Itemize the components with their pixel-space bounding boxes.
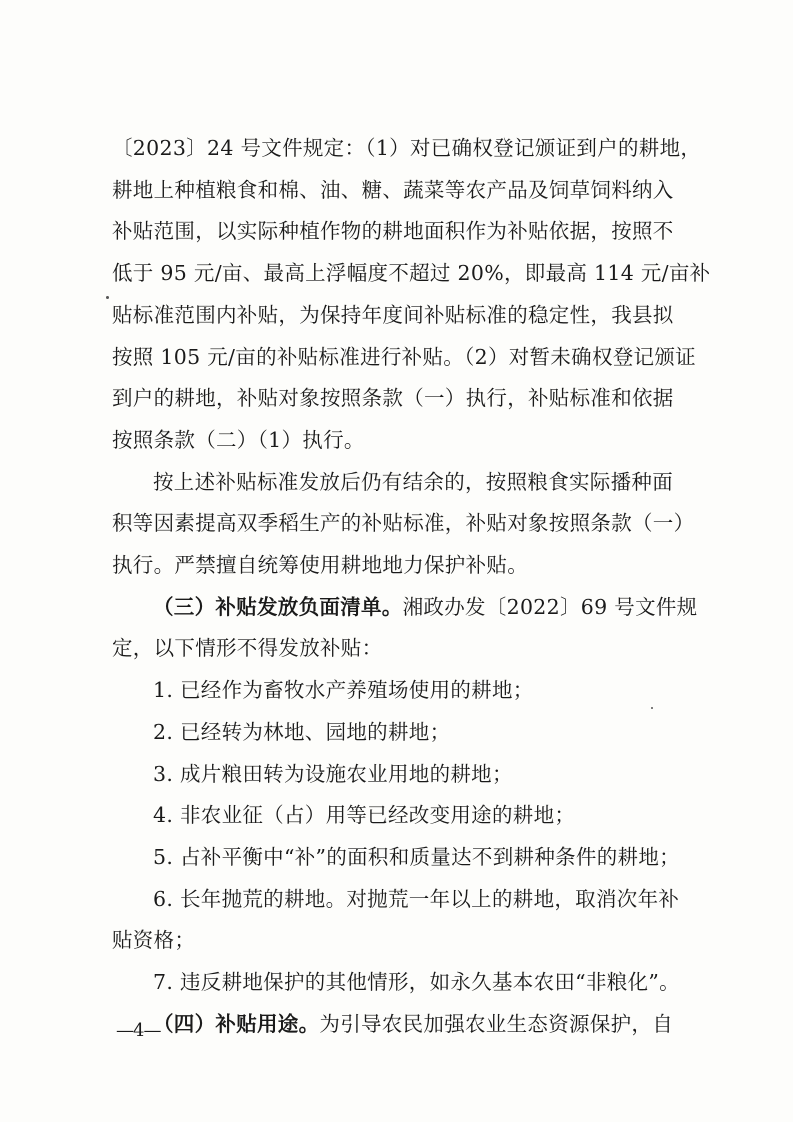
section-3-paragraph xyxy=(112,587,744,670)
line: 〔2023〕24 号文件规定：（1）对已确权登记颁证到户的耕地， xyxy=(112,136,702,160)
line: 贴资格； xyxy=(112,928,196,953)
paragraph-1 xyxy=(112,128,744,462)
line: 7. 违反耕地保护的其他情形，如永久基本农田“非粮化”。 xyxy=(153,970,680,995)
line: 2. 已经转为林地、园地的耕地； xyxy=(153,719,451,744)
list-item-7 xyxy=(112,962,744,1004)
line: 湘政办发〔2022〕69 号文件规 xyxy=(402,594,698,619)
line: 到户的耕地，补贴对象按照条款（一）执行，补贴标准和依据 xyxy=(112,386,674,411)
line: 低于 95 元/亩、最高上浮幅度不超过 20%，即最高 114 元/亩补 xyxy=(112,261,711,286)
list-item-1 xyxy=(112,670,744,712)
section-4-heading: （四）补贴用途。 xyxy=(153,1011,320,1036)
list-item-3 xyxy=(112,754,744,796)
list-item-4 xyxy=(112,795,744,837)
line: 4. 非农业征（占）用等已经改变用途的耕地； xyxy=(153,803,576,828)
scan-speck xyxy=(106,296,109,299)
body-text xyxy=(112,128,744,1045)
line: 补贴范围，以实际种植作物的耕地面积作为补贴依据，按照不 xyxy=(112,219,674,244)
list-item-2 xyxy=(112,712,744,754)
line: 6. 长年抛荒的耕地。对抛荒一年以上的耕地，取消次年补 xyxy=(153,886,680,911)
line: 按照 105 元/亩的补贴标准进行补贴。（2）对暂未确权登记颁证 xyxy=(112,344,696,369)
list-item-6 xyxy=(112,879,744,962)
line: 按照条款（二）（1）执行。 xyxy=(112,427,365,452)
scan-speck xyxy=(651,707,653,709)
line: 执行。严禁擅自统筹使用耕地地力保护补贴。 xyxy=(112,553,528,578)
page-number: —4— xyxy=(116,1020,161,1041)
list-item-5 xyxy=(112,837,744,879)
section-4-paragraph xyxy=(112,1004,744,1046)
line: 定，以下情形不得发放补贴： xyxy=(112,636,383,661)
line: 贴标准范围内补贴，为保持年度间补贴标准的稳定性，我县拟 xyxy=(112,302,674,327)
line: 耕地上种植粮食和棉、油、糖、蔬菜等农产品及饲草饲料纳入 xyxy=(112,177,674,202)
line: 按上述补贴标准发放后仍有结余的，按照粮食实际播种面 xyxy=(153,469,673,494)
line: 1. 已经作为畜牧水产养殖场使用的耕地； xyxy=(153,678,534,703)
line: 5. 占补平衡中“补”的面积和质量达不到耕种条件的耕地； xyxy=(153,844,680,869)
section-3-heading: （三）补贴发放负面清单。 xyxy=(153,594,403,619)
line: 3. 成片粮田转为设施农业用地的耕地； xyxy=(153,761,513,786)
paragraph-2 xyxy=(112,462,744,587)
line: 为引导农民加强农业生态资源保护，自 xyxy=(319,1011,674,1036)
line: 积等因素提高双季稻生产的补贴标准，补贴对象按照条款（一） xyxy=(112,511,695,536)
